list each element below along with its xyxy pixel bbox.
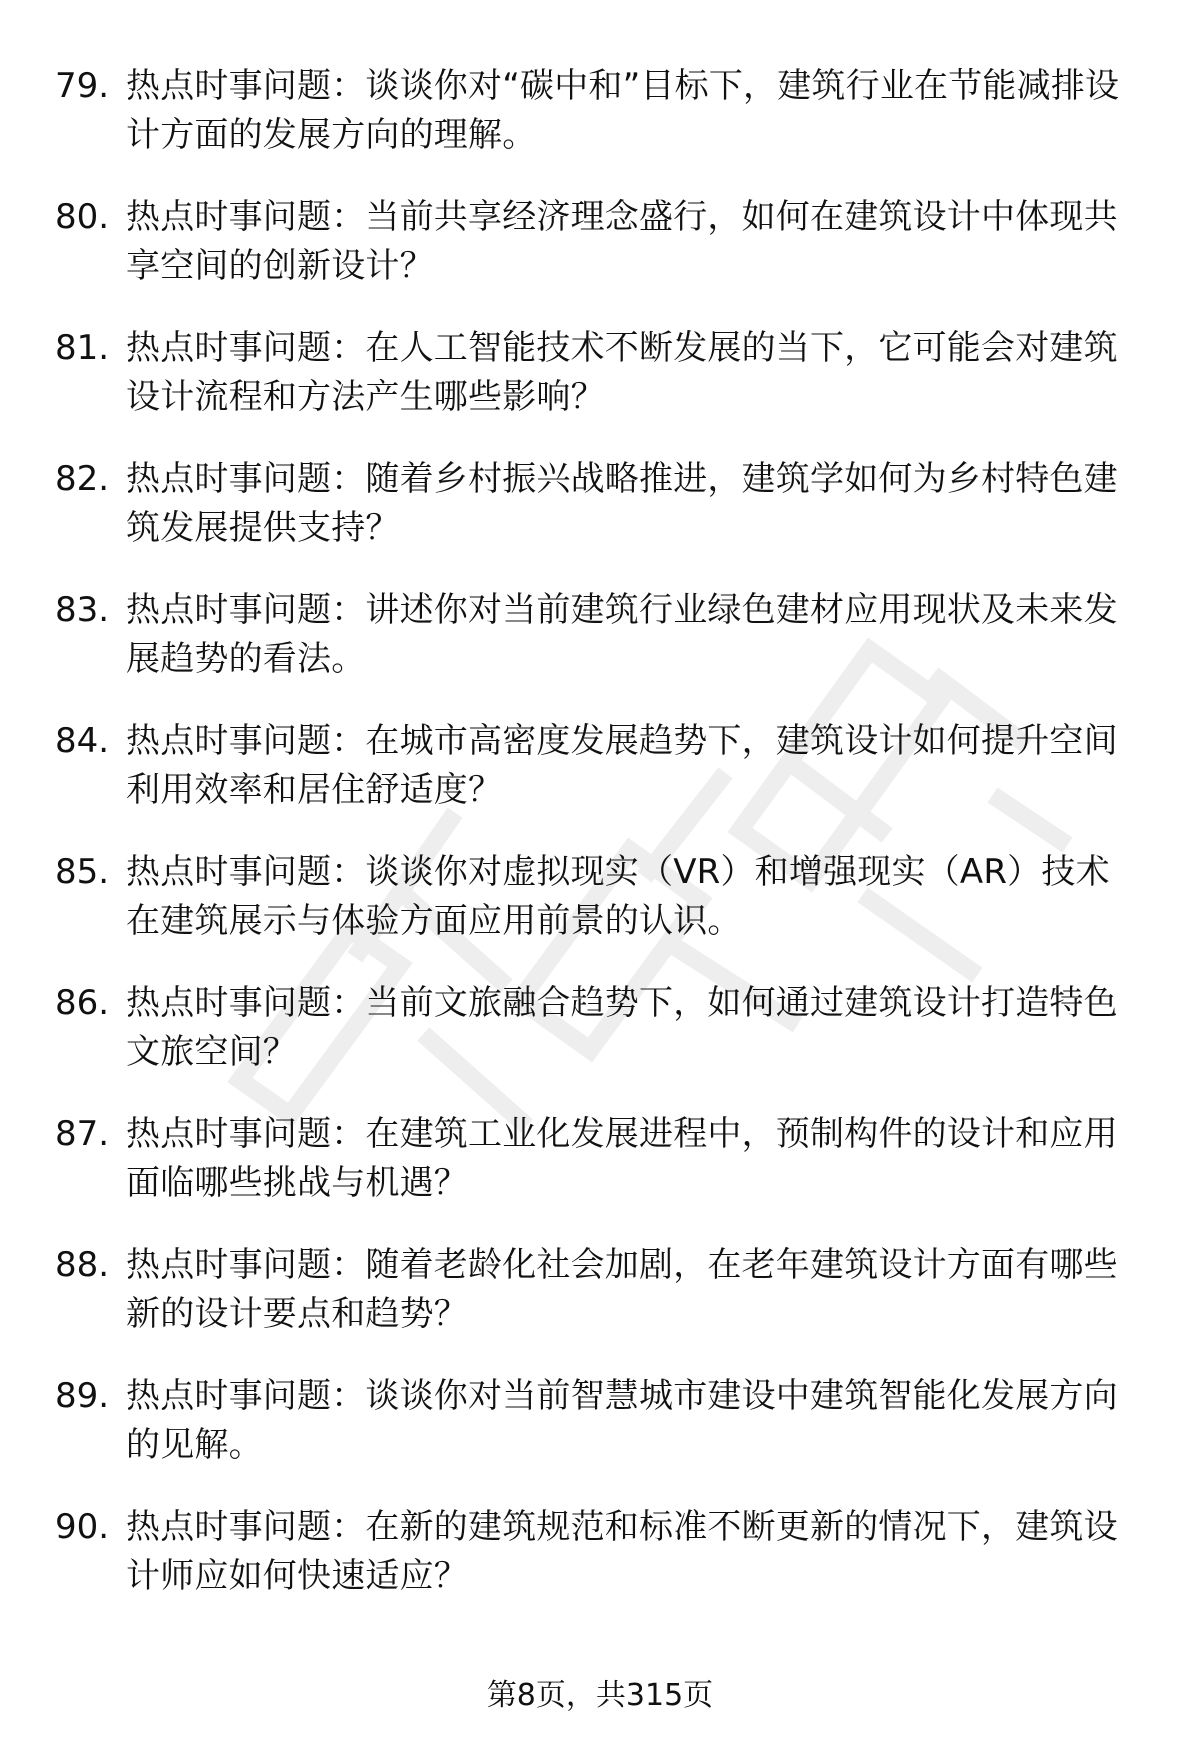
question-text: 热点时事问题：在建筑工业化发展进程中，预制构件的设计和应用面临哪些挑战与机遇？	[126, 1114, 1118, 1203]
question-number: 89.	[55, 1376, 110, 1416]
question-number: 85.	[55, 852, 110, 892]
question-text: 热点时事问题：谈谈你对虚拟现实（VR）和增强现实（AR）技术在建筑展示与体验方面应用前景的认识。	[126, 852, 1110, 941]
question-item-86	[55, 979, 1145, 1110]
question-number: 86.	[55, 983, 110, 1023]
question-item-81	[55, 324, 1145, 455]
question-text: 热点时事问题：谈谈你对当前智慧城市建设中建筑智能化发展方向的见解。	[126, 1376, 1118, 1465]
question-item-89	[55, 1372, 1145, 1503]
question-item-84	[55, 717, 1145, 848]
question-text: 热点时事问题：随着老龄化社会加剧，在老年建筑设计方面有哪些新的设计要点和趋势？	[126, 1245, 1118, 1334]
question-item-79	[55, 62, 1145, 193]
question-number: 88.	[55, 1245, 110, 1285]
question-item-90	[55, 1503, 1145, 1634]
question-text: 热点时事问题：谈谈你对“碳中和”目标下，建筑行业在节能减排设计方面的发展方向的理解。	[126, 66, 1120, 155]
question-text: 热点时事问题：在新的建筑规范和标准不断更新的情况下，建筑设计师应如何快速适应？	[126, 1507, 1118, 1596]
question-text: 热点时事问题：当前文旅融合趋势下，如何通过建筑设计打造特色文旅空间？	[126, 983, 1118, 1072]
question-number: 82.	[55, 459, 110, 499]
question-number: 80.	[55, 197, 110, 237]
question-text: 热点时事问题：在人工智能技术不断发展的当下，它可能会对建筑设计流程和方法产生哪些影响？	[126, 328, 1118, 417]
question-text: 热点时事问题：讲述你对当前建筑行业绿色建材应用现状及未来发展趋势的看法。	[126, 590, 1118, 679]
question-item-82	[55, 455, 1145, 586]
question-item-85	[55, 848, 1145, 979]
page-footer: 第8页，共315页	[486, 1678, 714, 1713]
question-number: 79.	[55, 66, 110, 106]
question-number: 81.	[55, 328, 110, 368]
question-text: 热点时事问题：随着乡村振兴战略推进，建筑学如何为乡村特色建筑发展提供支持？	[126, 459, 1118, 548]
question-text: 热点时事问题：在城市高密度发展趋势下，建筑设计如何提升空间利用效率和居住舒适度？	[126, 721, 1118, 810]
question-item-87	[55, 1110, 1145, 1241]
question-number: 90.	[55, 1507, 110, 1547]
question-item-80	[55, 193, 1145, 324]
question-item-88	[55, 1241, 1145, 1372]
question-text: 热点时事问题：当前共享经济理念盛行，如何在建筑设计中体现共享空间的创新设计？	[126, 197, 1118, 286]
question-number: 87.	[55, 1114, 110, 1154]
question-list	[55, 62, 1145, 1634]
question-number: 83.	[55, 590, 110, 630]
question-item-83	[55, 586, 1145, 717]
question-number: 84.	[55, 721, 110, 761]
